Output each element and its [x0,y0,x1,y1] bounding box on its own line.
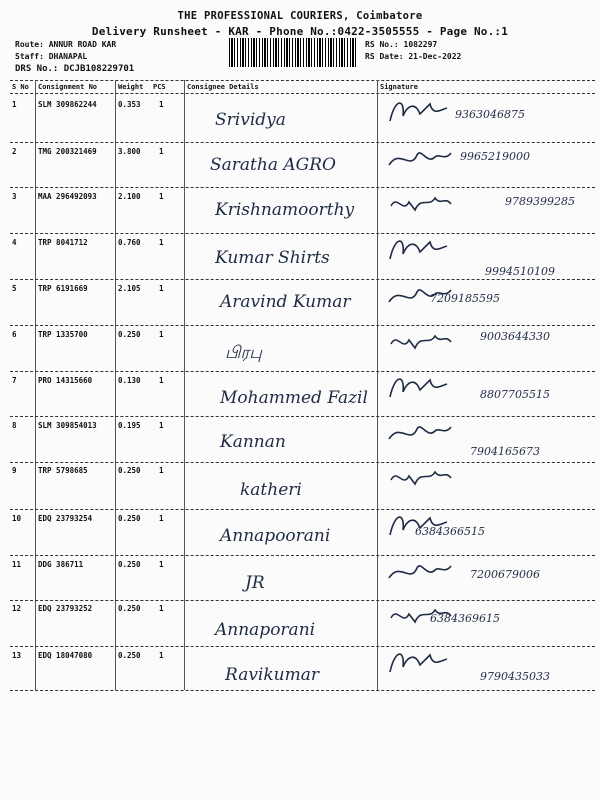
row-sno: 12 [12,604,22,613]
company-title: THE PROFESSIONAL COURIERS, Coimbatore [177,10,423,22]
signature-phone: 9789399285 [505,195,575,208]
pcs-value: 1 [159,284,164,293]
signature-scribble [385,417,455,449]
consignment-number: TMG 200321469 [38,147,97,156]
pcs-value: 1 [159,192,164,201]
col-divider [35,80,36,690]
signature-scribble [385,234,455,266]
consignee-name: Krishnamoorthy [215,200,355,220]
pcs-value: 1 [159,604,164,613]
consignment-number: EDQ 23793254 [38,514,93,523]
signature-phone: 7200679006 [470,568,540,581]
row-separator [10,142,595,143]
row-sno: 1 [12,100,17,109]
signature-scribble [385,556,455,588]
staff-label: Staff: DHANAPAL [15,52,88,61]
row-sno: 11 [12,560,22,569]
drs-barcode [229,38,357,67]
col-divider [377,80,378,690]
runsheet-subtitle: Delivery Runsheet - KAR - Phone No.:0422-3505555 - Page No.:1 [91,25,509,38]
row-separator [10,646,595,647]
consignment-number: TRP 1335700 [38,330,88,339]
col-header-consignment: Consignment No [38,83,98,91]
weight-value: 2.105 [118,284,141,293]
signature-phone: 9363046875 [455,108,525,121]
pcs-value: 1 [159,560,164,569]
consignee-name: Ravikumar [225,665,319,685]
signature-phone: 7209185595 [430,292,500,305]
col-divider [184,80,185,690]
consignee-name: Annaporani [215,620,316,640]
row-separator [10,555,595,556]
drs-number: DRS No.: DCJB108229701 [15,64,135,74]
table-header-line [10,93,595,94]
row-separator [10,600,595,601]
weight-value: 2.100 [118,192,141,201]
weight-value: 0.250 [118,560,141,569]
consignment-number: EDQ 18047080 [38,651,93,660]
consignee-name: JR [245,573,265,593]
row-sno: 8 [12,421,17,430]
weight-value: 0.250 [118,604,141,613]
pcs-value: 1 [159,651,164,660]
row-separator [10,416,595,417]
signature-phone: 6384369615 [430,612,500,625]
signature-phone: 6384366515 [415,525,485,538]
row-separator [10,187,595,188]
consignee-name: Mohammed Fazil [220,388,368,408]
rs-number: RS No.: 1082297 [365,40,438,49]
col-header-pcs: PCS [153,83,166,91]
pcs-value: 1 [159,376,164,385]
signature-phone: 9994510109 [485,265,555,278]
row-sno: 13 [12,651,22,660]
row-sno: 2 [12,147,17,156]
signature-phone: 9965219000 [460,150,530,163]
row-separator [10,462,595,463]
pcs-value: 1 [159,330,164,339]
signature-scribble [385,462,455,494]
consignee-name: katheri [240,480,302,500]
signature-scribble [385,96,455,128]
weight-value: 0.353 [118,100,141,109]
pcs-value: 1 [159,147,164,156]
table-top-line [10,80,595,81]
consignment-number: DDG 386711 [38,560,84,569]
route-label: Route: ANNUR ROAD KAR [15,40,117,49]
signature-phone: 9003644330 [480,330,550,343]
pcs-value: 1 [159,421,164,430]
consignment-number: TRP 8041712 [38,238,88,247]
col-header-signature: Signature [380,83,418,91]
consignment-number: SLM 309862244 [38,100,97,109]
weight-value: 3.800 [118,147,141,156]
col-header-sno: S No [12,83,29,91]
signature-phone: 7904165673 [470,445,540,458]
consignee-name: Aravind Kumar [220,292,351,312]
col-divider [115,80,116,690]
consignment-number: SLM 309854013 [38,421,97,430]
row-separator [10,371,595,372]
signature-scribble [385,647,455,679]
weight-value: 0.760 [118,238,141,247]
row-sno: 10 [12,514,22,523]
rs-date: RS Date: 21-Dec-2022 [365,52,462,61]
consignment-number: MAA 296492093 [38,192,97,201]
signature-phone: 8807705515 [480,388,550,401]
consignee-name: Saratha AGRO [210,155,336,175]
row-sno: 7 [12,376,17,385]
col-header-weight: Weight [118,83,144,91]
weight-value: 0.250 [118,466,141,475]
pcs-value: 1 [159,514,164,523]
row-separator [10,509,595,510]
pcs-value: 1 [159,100,164,109]
row-separator [10,325,595,326]
row-separator [10,233,595,234]
row-sno: 4 [12,238,17,247]
weight-value: 0.250 [118,514,141,523]
pcs-value: 1 [159,466,164,475]
weight-value: 0.250 [118,330,141,339]
row-sno: 3 [12,192,17,201]
consignment-number: TRP 6191669 [38,284,88,293]
weight-value: 0.130 [118,376,141,385]
signature-scribble [385,188,455,220]
consignment-number: EDQ 23793252 [38,604,93,613]
col-header-consignee: Consignee Details [187,83,259,91]
consignment-number: TRP 5798685 [38,466,88,475]
signature-scribble [385,372,455,404]
weight-value: 0.195 [118,421,141,430]
consignee-name: Srividya [215,110,286,130]
signature-scribble [385,143,455,175]
pcs-value: 1 [159,238,164,247]
consignment-number: PRO 14315660 [38,376,93,385]
row-separator [10,279,595,280]
consignee-name: Kannan [220,432,286,452]
row-sno: 5 [12,284,17,293]
consignee-name: Kumar Shirts [215,248,330,268]
signature-phone: 9790435033 [480,670,550,683]
consignee-name: Annapoorani [220,526,331,546]
consignee-name: பிரபு [225,343,262,363]
weight-value: 0.250 [118,651,141,660]
row-sno: 6 [12,330,17,339]
row-sno: 9 [12,466,17,475]
row-separator [10,690,595,691]
signature-scribble [385,326,455,358]
